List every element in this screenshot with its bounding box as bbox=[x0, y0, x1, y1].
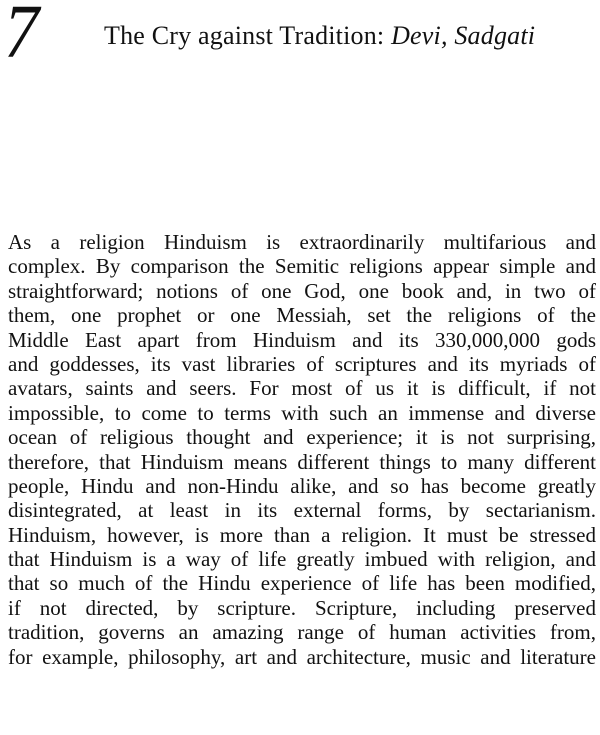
body-line: ocean of religious thought and experience; it is not surprising, bbox=[8, 425, 596, 450]
body-line: Hinduism, however, is more than a religion. It must be stressed bbox=[8, 522, 596, 547]
body-line: for example, philosophy, art and architecture, music and literature bbox=[8, 644, 596, 669]
body-line: and goddesses, its vast libraries of scriptures and its myriads of bbox=[8, 351, 596, 376]
body-line: tradition, governs an amazing range of human activities from, bbox=[8, 620, 596, 645]
body-line: straightforward; notions of one God, one book and, in two of bbox=[8, 278, 596, 303]
body-line: impossible, to come to terms with such an immense and diverse bbox=[8, 400, 596, 425]
chapter-title-main: The Cry against Tradition: bbox=[104, 21, 392, 50]
body-line: if not directed, by scripture. Scripture, including preserved bbox=[8, 595, 596, 620]
chapter-title-italic: Devi, Sadgati bbox=[391, 21, 536, 50]
body-line: people, Hindu and non-Hindu alike, and so has become greatly bbox=[8, 473, 596, 498]
body-line: avatars, saints and seers. For most of us it is difficult, if not bbox=[8, 376, 596, 401]
body-line: complex. By comparison the Semitic religions appear simple and bbox=[8, 254, 596, 279]
body-line: them, one prophet or one Messiah, set the religions of the bbox=[8, 303, 596, 328]
body-line: that so much of the Hindu experience of life has been modified, bbox=[8, 571, 596, 596]
body-line: disintegrated, at least in its external forms, by sectarianism. bbox=[8, 498, 596, 523]
body-text bbox=[8, 230, 596, 669]
body-line: Middle East apart from Hinduism and its 330,000,000 gods bbox=[8, 327, 596, 352]
body-line: therefore, that Hinduism means different things to many different bbox=[8, 449, 596, 474]
body-line: that Hinduism is a way of life greatly imbued with religion, and bbox=[8, 547, 596, 572]
body-line: As a religion Hinduism is extraordinarily multifarious and bbox=[8, 230, 596, 254]
chapter-number: 7 bbox=[4, 0, 39, 74]
chapter-title bbox=[104, 22, 535, 51]
